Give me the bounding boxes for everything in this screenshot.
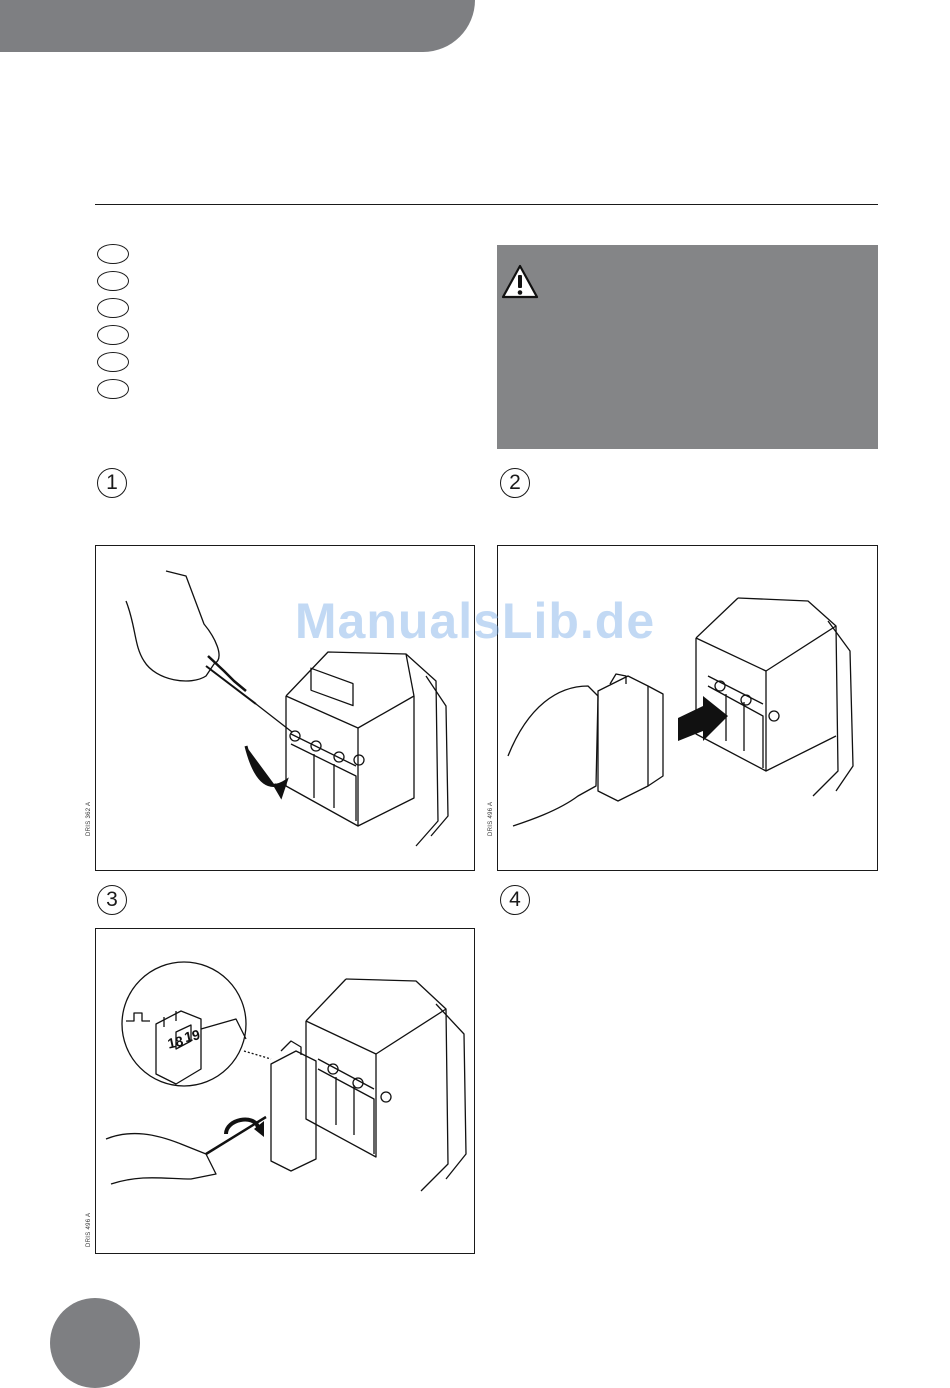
step-number-4: 4 — [500, 885, 530, 915]
language-oval — [97, 244, 129, 264]
language-oval — [97, 352, 129, 372]
figure-3-illustration — [96, 929, 476, 1255]
language-selector-list — [97, 244, 129, 406]
header-tab — [0, 0, 475, 52]
figure-code: DRIS 362 A — [86, 801, 92, 836]
language-oval — [97, 298, 129, 318]
header-rule — [95, 204, 878, 205]
step-number-1: 1 — [97, 468, 127, 498]
figure-step-3 — [86, 928, 475, 1254]
figure-code: DRIS 496 A — [488, 801, 494, 836]
figure-code: DRIS 496 A — [86, 1212, 92, 1247]
terminal-label-18: 18 — [166, 1032, 185, 1052]
warning-box — [497, 245, 878, 449]
page-number-tab — [50, 1298, 140, 1388]
language-oval — [97, 271, 129, 291]
step-number-3: 3 — [97, 885, 127, 915]
language-oval — [97, 379, 129, 399]
language-oval — [97, 325, 129, 345]
step-number-2: 2 — [500, 468, 530, 498]
watermark: ManualsLib.de — [294, 593, 656, 649]
terminal-label-19: 19 — [182, 1026, 202, 1046]
warning-triangle-icon — [501, 264, 539, 305]
